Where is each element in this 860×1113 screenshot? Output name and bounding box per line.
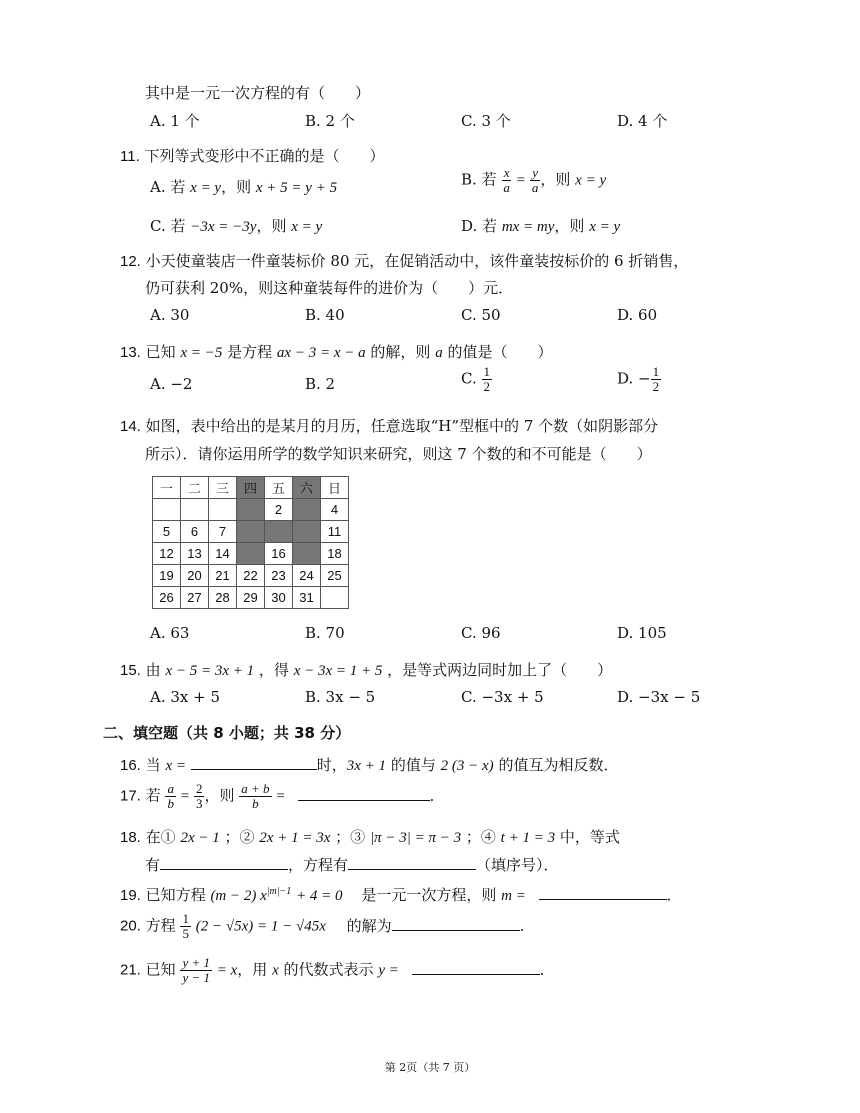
calendar-cell: 31 <box>293 587 321 609</box>
calendar-cell: 4 <box>321 499 349 521</box>
q12-option-c: C. 50 <box>461 306 501 324</box>
q18-blank-formula[interactable] <box>348 855 476 870</box>
calendar-header-cell: 三 <box>209 477 237 499</box>
q14-line2: 所示）．请你运用所学的数学知识来研究，则这 7 个数的和不可能是（ ） <box>145 445 652 463</box>
q11-option-d: D. 若 mx = my，则 x = y <box>461 217 621 235</box>
q18-line2: 有 ，方程有 （填序号）． <box>145 856 559 874</box>
calendar-cell <box>209 499 237 521</box>
q19-question: 19. 已知方程 (m − 2) $x^{|m|-1} + 4 = 0$ 是一元一次方程，则 m = ． <box>120 886 682 904</box>
calendar-header-cell: 五 <box>265 477 293 499</box>
q19-answer-blank[interactable] <box>539 885 667 900</box>
q11-number: 11. <box>120 148 140 165</box>
q15-option-a: A. 3x + 5 <box>150 688 221 706</box>
calendar-header-cell: 一 <box>153 477 181 499</box>
q14-option-c: C. 96 <box>461 624 501 642</box>
calendar-row <box>153 543 349 565</box>
q12-option-d: D. 60 <box>617 306 658 324</box>
calendar-header-row <box>153 477 349 499</box>
calendar-cell <box>293 543 321 565</box>
q13-option-d: D. − $\frac{1}{2}$ <box>617 364 660 394</box>
q17-answer-blank[interactable] <box>298 786 430 801</box>
calendar-cell: 7 <box>209 521 237 543</box>
q12-question: 12. 小天使童装店一件童装标价 80 元，在促销活动中，该件童装按标价的 6 折销售， <box>120 252 689 270</box>
q18-blank-equation[interactable] <box>160 855 288 870</box>
q10-option-a: A. 1 个 <box>150 112 200 130</box>
q11-stem: 下列等式变形中不正确的是（ ） <box>144 147 385 165</box>
calendar-cell <box>293 521 321 543</box>
q14-option-d: D. 105 <box>617 624 667 642</box>
calendar-cell: 22 <box>237 565 265 587</box>
calendar-cell: 27 <box>181 587 209 609</box>
q14-question: 14. 如图，表中给出的是某月的月历，任意选取“H”型框中的 7 个数（如阴影部分 <box>120 417 659 435</box>
calendar-cell: 24 <box>293 565 321 587</box>
calendar-header-cell: 六 <box>293 477 321 499</box>
q18-question: 18. 在① 2x − 1 ；② 2x + 1 = 3x ；③ |π − 3| = π − 3 ；④ t + 1 = 3 中，等式 <box>120 828 620 846</box>
calendar-row <box>153 587 349 609</box>
q15-option-c: C. −3x + 5 <box>461 688 544 706</box>
calendar-row <box>153 499 349 521</box>
q11-option-c: C. 若 −3x = −3y，则 x = y <box>150 217 323 235</box>
calendar-cell: 5 <box>153 521 181 543</box>
calendar-cell: 11 <box>321 521 349 543</box>
calendar-cell <box>153 499 181 521</box>
page-footer: 第 2页（共 7 页） <box>384 1061 476 1074</box>
q12-option-b: B. 40 <box>305 306 345 324</box>
q11-option-a: A. 若 x = y，则 x + 5 = y + 5 <box>150 178 338 196</box>
q11-option-b: B. 若 $\frac{x}{a}$ = $\frac{y}{a}$ ，则 x = y <box>461 165 607 195</box>
q20-question: 20. 方程 $\frac{1}{5}$ (2 − √5x) = 1 − √45x 的解为 ． <box>120 911 535 941</box>
q16-answer-blank[interactable] <box>191 755 317 770</box>
q17-question: 17. 若 $\frac{a}{b}$ = $\frac{2}{3}$ ，则 $\frac{a + b}{b}$ = ． <box>120 781 445 811</box>
calendar-cell: 29 <box>237 587 265 609</box>
q21-question: 21. 已知 $\frac{y + 1}{y - 1}$ = x，用 x 的代数式表示 y = ． <box>120 955 555 985</box>
q13-question: 13. 已知 x = −5 是方程 ax − 3 = x − a 的解，则 a 的值是（ ） <box>120 343 553 361</box>
calendar-cell: 20 <box>181 565 209 587</box>
q13-option-c: C. $\frac{1}{2}$ <box>461 364 490 394</box>
calendar-header-cell: 二 <box>181 477 209 499</box>
q13-option-a: A. −2 <box>150 375 193 393</box>
calendar-cell: 18 <box>321 543 349 565</box>
q10-option-b: B. 2 个 <box>305 112 355 130</box>
calendar-cell <box>181 499 209 521</box>
calendar-cell <box>237 521 265 543</box>
q10-stem: 其中是一元一次方程的有（ ） <box>145 84 371 102</box>
calendar-cell: 6 <box>181 521 209 543</box>
calendar-cell: 16 <box>265 543 293 565</box>
calendar-row <box>153 565 349 587</box>
q12-option-a: A. 30 <box>150 306 190 324</box>
q14-option-a: A. 63 <box>150 624 190 642</box>
q15-option-b: B. 3x − 5 <box>305 688 376 706</box>
calendar-header-cell: 四 <box>237 477 265 499</box>
q16-question: 16. 当 x = 时，3x + 1 的值与 2 (3 − x) 的值互为相反数． <box>120 756 619 774</box>
q21-answer-blank[interactable] <box>412 960 540 975</box>
q12-line2: 仍可获利 20%，则这种童装每件的进价为（ ）元． <box>145 279 514 297</box>
calendar-cell: 13 <box>181 543 209 565</box>
calendar-cell: 26 <box>153 587 181 609</box>
q15-question: 15. 由 x − 5 = 3x + 1 ，得 x − 3x = 1 + 5 ，是等式两边同时加上了（ ） <box>120 661 613 679</box>
calendar-cell: 14 <box>209 543 237 565</box>
calendar-cell: 30 <box>265 587 293 609</box>
calendar-cell: 12 <box>153 543 181 565</box>
calendar-header-cell: 日 <box>321 477 349 499</box>
calendar-cell <box>321 587 349 609</box>
calendar-cell: 25 <box>321 565 349 587</box>
calendar-cell: 23 <box>265 565 293 587</box>
calendar-table <box>152 476 349 609</box>
calendar-cell: 2 <box>265 499 293 521</box>
calendar-cell: 28 <box>209 587 237 609</box>
calendar-cell <box>237 543 265 565</box>
q10-option-d: D. 4 个 <box>617 112 668 130</box>
calendar-row <box>153 521 349 543</box>
section-title: 二、填空题（共 8 小题；共 38 分） <box>103 724 351 742</box>
q20-answer-blank[interactable] <box>392 916 520 931</box>
q15-option-d: D. −3x − 5 <box>617 688 701 706</box>
calendar-cell: 19 <box>153 565 181 587</box>
q10-option-c: C. 3 个 <box>461 112 511 130</box>
q13-option-b: B. 2 <box>305 375 336 393</box>
q11-question <box>120 145 385 166</box>
calendar-cell <box>237 499 265 521</box>
calendar-cell: 21 <box>209 565 237 587</box>
calendar-cell <box>265 521 293 543</box>
q14-option-b: B. 70 <box>305 624 345 642</box>
calendar-cell <box>293 499 321 521</box>
